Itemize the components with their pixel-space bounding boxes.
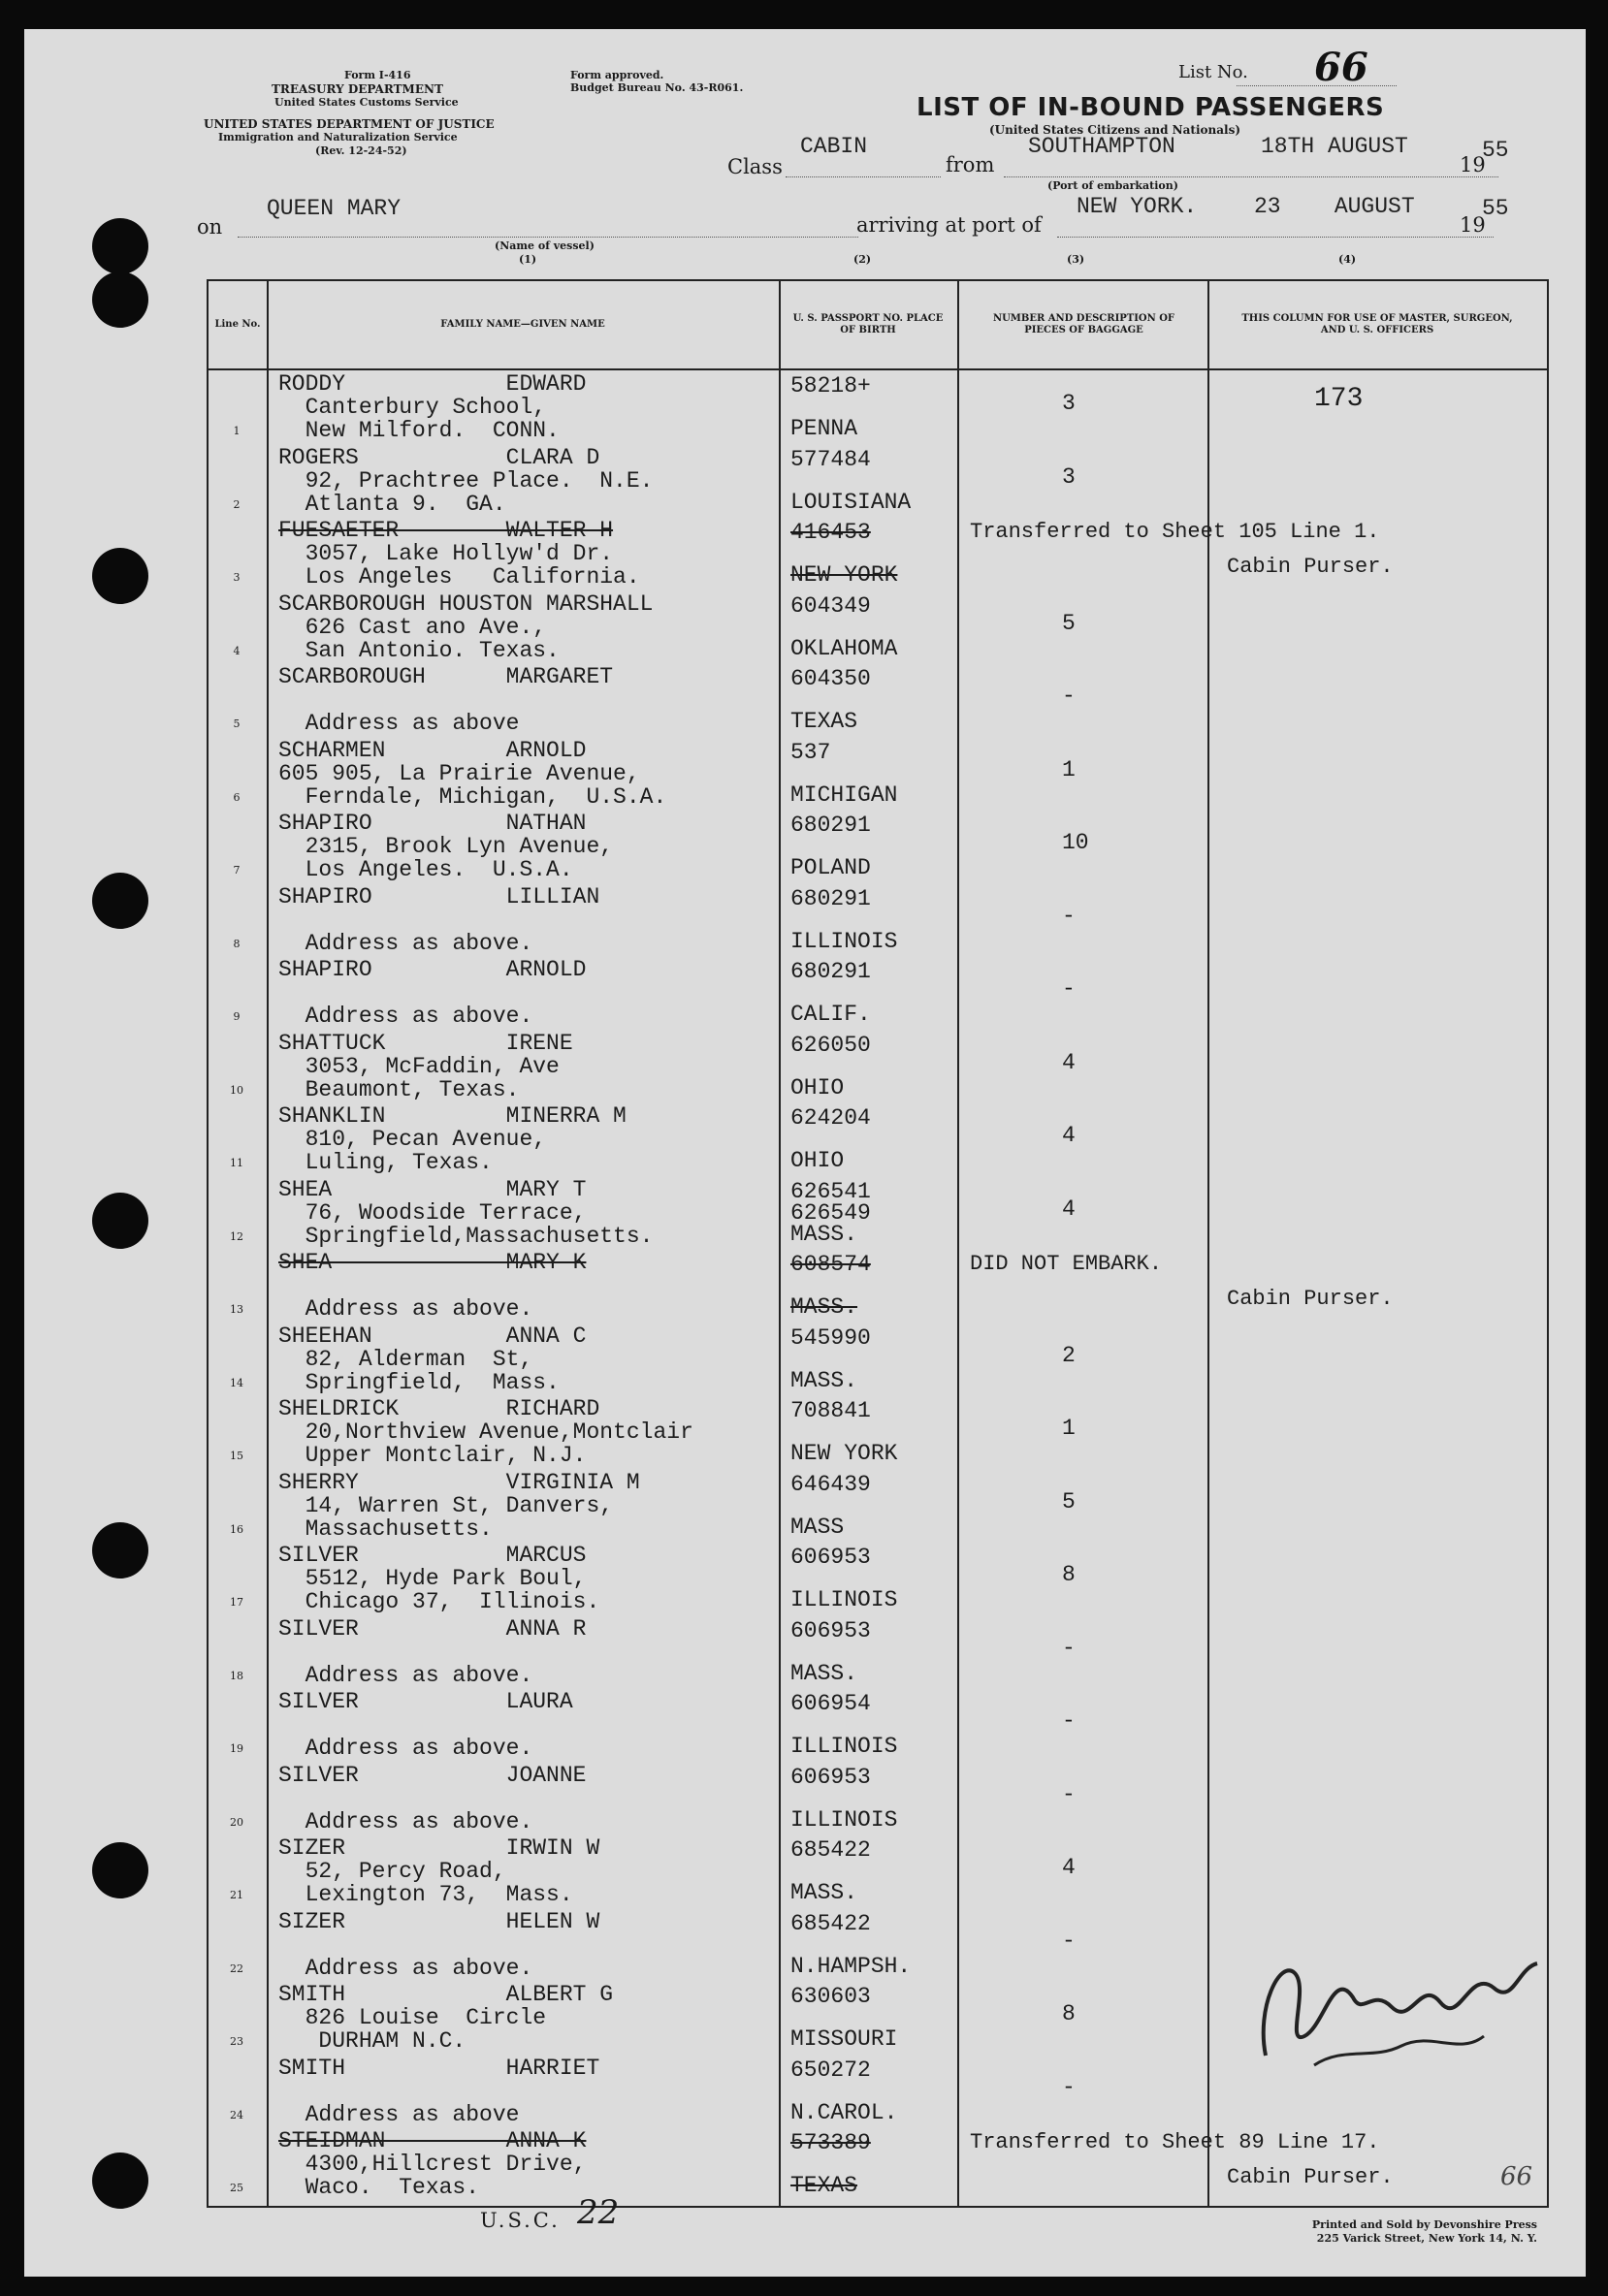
baggage-count: -	[1062, 1635, 1076, 1661]
passenger-address-2: DURHAM N.C.	[278, 2028, 466, 2054]
passport-number: 58218+	[790, 373, 871, 399]
page-subtitle: (United States Citizens and Nationals)	[989, 123, 1240, 137]
passenger-address-2: Lexington 73, Mass.	[278, 1882, 573, 1907]
passenger-address-1: 626 Cast ano Ave.,	[278, 614, 547, 640]
page-mark: 66	[1500, 2162, 1533, 2191]
passenger-address-1: 5512, Hyde Park Boul,	[278, 1566, 587, 1591]
passport-number: 416453	[790, 520, 871, 545]
line-number: 22	[230, 1961, 243, 1975]
line-number: 19	[230, 1742, 243, 1755]
passenger-name: SMITH ALBERT G	[278, 1982, 614, 2007]
arrival-port-value: NEW YORK.	[1077, 194, 1198, 219]
line-number: 3	[233, 571, 241, 584]
class-label: Class	[727, 155, 783, 178]
baggage-count: 1	[1062, 756, 1076, 782]
passenger-address-1: 2315, Brook Lyn Avenue,	[278, 834, 614, 859]
passenger-address-2: Beaumont, Texas.	[278, 1076, 520, 1102]
passenger-name: SHELDRICK RICHARD	[278, 1396, 600, 1421]
place-of-birth: ILLINOIS	[790, 1734, 898, 1759]
usc-label: U.S.C.	[480, 2209, 561, 2232]
binder-hole	[92, 548, 148, 604]
place-of-birth: OHIO	[790, 1148, 845, 1173]
depart-year-prefix: 19	[1460, 153, 1486, 176]
place-of-birth: MISSOURI	[790, 2026, 898, 2052]
passenger-name: SILVER JOANNE	[278, 1762, 587, 1788]
baggage-count: 8	[1062, 2001, 1076, 2026]
port-embark-caption: (Port of embarkation)	[1047, 179, 1178, 192]
col-num-officers: (4)	[1338, 253, 1357, 266]
place-of-birth: MICHIGAN	[790, 781, 898, 808]
col-num-baggage: (3)	[1067, 253, 1085, 266]
passenger-name: FUESAETER WALTER H	[278, 518, 614, 543]
passport-number: 680291	[790, 885, 871, 911]
passenger-address-2: San Antonio. Texas.	[278, 637, 560, 663]
passenger-address-1: 92, Prachtree Place. N.E.	[278, 467, 654, 494]
baggage-count: -	[1062, 903, 1076, 929]
passenger-address-2: Address as above	[278, 711, 520, 736]
table-row	[209, 737, 1547, 810]
passport-number: 545990	[790, 1324, 871, 1351]
passenger-address-2: Los Angeles California.	[278, 564, 640, 590]
col-num-passport: (2)	[853, 253, 872, 266]
place-of-birth: N.HAMPSH.	[790, 1953, 912, 1979]
binder-hole	[92, 873, 148, 929]
passenger-name: SHAPIRO NATHAN	[278, 811, 587, 836]
passenger-address-2: New Milford. CONN.	[278, 418, 560, 443]
from-label: from	[946, 153, 995, 176]
passenger-address-1: 810, Pecan Avenue,	[278, 1127, 547, 1152]
line-number: 25	[230, 2182, 243, 2194]
officer-note: 173	[1314, 384, 1364, 414]
passenger-name: SIZER HELEN W	[278, 1908, 600, 1934]
line-number: 6	[233, 790, 241, 804]
passenger-address-2: Address as above.	[278, 1296, 533, 1322]
baggage-count: 4	[1062, 1855, 1076, 1880]
passenger-name: SHERRY VIRGINIA M	[278, 1469, 640, 1495]
line-number: 12	[230, 1229, 243, 1243]
baggage-count: 3	[1062, 391, 1076, 416]
officer-note: 626549	[790, 1199, 871, 1226]
baggage-count: 10	[1062, 830, 1089, 855]
arrival-year-prefix: 19	[1460, 213, 1486, 237]
passenger-name: SHANKLIN MINERRA M	[278, 1103, 627, 1129]
table-row	[209, 883, 1547, 956]
passport-number: 606953	[790, 1764, 871, 1790]
page-title: LIST OF IN-BOUND PASSENGERS	[917, 93, 1385, 122]
binder-hole	[92, 271, 148, 328]
passenger-name: SHEEHAN ANNA C	[278, 1323, 587, 1349]
passenger-name: SHAPIRO LILLIAN	[278, 883, 600, 909]
passenger-address-2: Address as above	[278, 2101, 520, 2127]
place-of-birth: TEXAS	[790, 709, 858, 734]
class-value: CABIN	[800, 134, 868, 159]
table-row	[209, 1542, 1547, 1614]
place-of-birth: MASS.	[790, 1660, 858, 1686]
printer-line-1: Printed and Sold by Devonshire Press	[1311, 2218, 1537, 2231]
table-row	[209, 1030, 1547, 1102]
passenger-address-1: 14, Warren St, Danvers,	[278, 1492, 614, 1518]
officer-note: Cabin Purser.	[1227, 2165, 1394, 2189]
place-of-birth: MASS.	[790, 1221, 858, 1247]
vessel-line	[238, 237, 858, 238]
passport-number: 608574	[790, 1252, 871, 1277]
line-number: 16	[230, 1522, 243, 1536]
place-of-birth: PENNA	[790, 416, 858, 441]
passenger-address-2: Springfield,Massachusetts.	[278, 1223, 654, 1249]
passenger-name: SCARBOROUGH HOUSTON MARSHALL	[278, 590, 654, 617]
depart-year-value: 55	[1482, 138, 1509, 163]
col-num-name: (1)	[519, 253, 537, 266]
baggage-count: 1	[1062, 1416, 1076, 1441]
line-number: 11	[230, 1157, 243, 1169]
officer-note: Cabin Purser.	[1227, 1287, 1394, 1311]
passenger-address-2: Ferndale, Michigan, U.S.A.	[278, 783, 667, 810]
passport-number: 708841	[790, 1398, 871, 1423]
table-row	[209, 1395, 1547, 1468]
col-header-name: FAMILY NAME—GIVEN NAME	[440, 319, 605, 330]
col-header-baggage: NUMBER AND DESCRIPTION OF PIECES OF BAGGAGE	[992, 313, 1175, 335]
passenger-address-1: 3053, McFaddin, Ave	[278, 1053, 560, 1079]
manifest-sheet	[24, 29, 1586, 2277]
baggage-count: 4	[1062, 1123, 1076, 1148]
passenger-address-2: Los Angeles. U.S.A.	[278, 857, 573, 882]
vessel-value: QUEEN MARY	[267, 196, 402, 221]
passport-number: 685422	[790, 1910, 871, 1936]
passenger-name: SILVER LAURA	[278, 1689, 573, 1714]
passenger-name: SHATTUCK IRENE	[278, 1030, 573, 1056]
line-number: 20	[230, 1815, 243, 1829]
place-of-birth: POLAND	[790, 855, 871, 880]
place-of-birth: MASS.	[790, 1880, 858, 1905]
col-header-passport: U. S. PASSPORT NO. PLACE OF BIRTH	[792, 313, 944, 335]
line-number: 14	[230, 1376, 243, 1389]
vessel-caption: (Name of vessel)	[495, 239, 595, 252]
table-row	[209, 663, 1547, 736]
baggage-count: -	[1062, 1781, 1076, 1807]
baggage-count: 4	[1062, 1049, 1076, 1075]
table-row	[209, 1102, 1547, 1175]
passenger-name: RODDY EDWARD	[278, 371, 587, 397]
passenger-address-2: Address as above.	[278, 1736, 533, 1761]
baggage-count: 3	[1062, 463, 1076, 490]
usc-number: 22	[577, 2193, 620, 2232]
passport-number: 577484	[790, 446, 871, 472]
binder-hole	[92, 218, 148, 274]
passenger-name: SCHARMEN ARNOLD	[278, 737, 587, 763]
dept-treasury-sub: United States Customs Service	[274, 96, 459, 109]
place-of-birth: LOUISIANA	[790, 489, 912, 515]
baggage-count: Transferred to Sheet 105 Line 1.	[970, 520, 1380, 544]
depart-date-value: 18TH AUGUST	[1261, 134, 1408, 159]
binder-hole	[92, 1842, 148, 1898]
passport-number: 624204	[790, 1105, 871, 1131]
passport-number: 573389	[790, 2130, 871, 2155]
baggage-count: Transferred to Sheet 89 Line 17.	[970, 2130, 1380, 2154]
table-row	[209, 370, 1547, 443]
passenger-address-2: Address as above.	[278, 1808, 533, 1834]
passport-number: 650272	[790, 2057, 871, 2083]
baggage-count: -	[1062, 1928, 1076, 1954]
place-of-birth: CALIF.	[790, 1002, 871, 1027]
table-row	[209, 1688, 1547, 1761]
place-of-birth: MASS	[790, 1514, 845, 1540]
handwritten-signature	[1227, 1929, 1557, 2075]
place-of-birth: NEW YORK	[790, 1441, 898, 1466]
passport-number: 604350	[790, 666, 871, 691]
baggage-count: 5	[1062, 610, 1076, 636]
table-row	[209, 2127, 1547, 2200]
passport-number: 680291	[790, 813, 871, 838]
line-number: 2	[233, 497, 241, 511]
line-number: 17	[230, 1596, 243, 1609]
col-header-officers: THIS COLUMN FOR USE OF MASTER, SURGEON, AND U. S. OFFICERS	[1241, 313, 1513, 335]
table-row	[209, 1469, 1547, 1542]
passenger-address-1: Canterbury School,	[278, 395, 547, 420]
baggage-count: -	[1062, 2074, 1076, 2100]
line-number: 18	[230, 1669, 243, 1682]
passenger-address-2: Address as above.	[278, 1955, 533, 1981]
line-number: 10	[230, 1083, 243, 1097]
passport-number: 646439	[790, 1471, 871, 1497]
baggage-count: -	[1062, 684, 1076, 709]
passenger-address-2: Address as above.	[278, 1004, 533, 1029]
line-number: 9	[233, 1010, 241, 1023]
line-number: 1	[233, 425, 241, 437]
list-no-value: 66	[1314, 45, 1368, 90]
place-of-birth: MASS.	[790, 1367, 858, 1393]
arrival-date-value: 23 AUGUST	[1254, 194, 1415, 219]
passenger-address-2: Address as above.	[278, 1662, 533, 1688]
passenger-address-2: Upper Montclair, N.J.	[278, 1443, 587, 1468]
passenger-address-1: 4300,Hillcrest Drive,	[278, 2152, 587, 2177]
table-row	[209, 1762, 1547, 1834]
passenger-name: SHEA MARY T	[278, 1176, 587, 1202]
baggage-count: 2	[1062, 1342, 1076, 1368]
baggage-count: -	[1062, 976, 1076, 1002]
passenger-name: SILVER ANNA R	[278, 1615, 587, 1642]
passport-number: 685422	[790, 1837, 871, 1863]
passenger-address-1: 826 Louise Circle	[278, 2005, 547, 2030]
passenger-address-1: 3057, Lake Hollyw'd Dr.	[278, 541, 614, 566]
table-row	[209, 1249, 1547, 1322]
passport-number: 606953	[790, 1617, 871, 1643]
baggage-count: -	[1062, 1708, 1076, 1734]
line-number: 7	[233, 864, 241, 877]
passenger-address-2: Atlanta 9. GA.	[278, 491, 506, 517]
arrival-year-value: 55	[1482, 196, 1509, 221]
printer-line-2: 225 Varick Street, New York 14, N. Y.	[1316, 2232, 1537, 2245]
form-number: Form I-416	[344, 69, 411, 81]
place-of-birth: N.CAROL.	[790, 2099, 898, 2125]
place-of-birth: ILLINOIS	[790, 1587, 898, 1612]
passenger-address-1: 76, Woodside Terrace,	[278, 1199, 587, 1226]
passenger-name: SHAPIRO ARNOLD	[278, 957, 587, 982]
table-row	[209, 1176, 1547, 1249]
place-of-birth: TEXAS	[790, 2173, 858, 2198]
passport-number: 630603	[790, 1984, 871, 2009]
table-row	[209, 517, 1547, 590]
passport-number: 606953	[790, 1545, 871, 1570]
passenger-name: SMITH HARRIET	[278, 2055, 600, 2081]
place-of-birth: OKLAHOMA	[790, 635, 898, 661]
baggage-count: 4	[1062, 1196, 1076, 1222]
list-no-label: List No.	[1178, 62, 1248, 82]
passenger-name: SILVER MARCUS	[278, 1543, 587, 1568]
table-row	[209, 1615, 1547, 1688]
budget-bureau: Budget Bureau No. 43-R061.	[570, 81, 744, 94]
binder-hole	[92, 1193, 148, 1249]
passport-number: 537	[790, 739, 831, 765]
line-number: 15	[230, 1450, 243, 1462]
table-row	[209, 444, 1547, 517]
col-header-line-no: Line No.	[214, 319, 261, 330]
baggage-count: 8	[1062, 1562, 1076, 1587]
passport-number: 626050	[790, 1032, 871, 1058]
form-approved: Form approved.	[570, 69, 664, 81]
passenger-address-1: 20,Northview Avenue,Montclair	[278, 1419, 693, 1445]
baggage-count: 5	[1062, 1488, 1076, 1515]
port-embark-value: SOUTHAMPTON	[1028, 134, 1175, 159]
line-number: 21	[230, 1889, 243, 1901]
passport-number: 626541	[790, 1178, 871, 1204]
passenger-address-2: Address as above.	[278, 930, 533, 956]
place-of-birth: MASS.	[790, 1294, 858, 1320]
passenger-table	[207, 279, 1549, 2208]
passenger-name: ROGERS CLARA D	[278, 444, 600, 470]
passenger-address-2: Massachusetts.	[278, 1515, 493, 1542]
line-number: 23	[230, 2035, 243, 2048]
table-row	[209, 956, 1547, 1029]
line-number: 5	[233, 718, 241, 730]
passport-number: 680291	[790, 959, 871, 984]
from-line	[1004, 176, 1498, 177]
passenger-name: SCARBOROUGH MARGARET	[278, 664, 614, 689]
dept-justice-sub: Immigration and Naturalization Service	[218, 131, 458, 144]
table-row	[209, 810, 1547, 882]
passenger-name: SHEA MARY K	[278, 1250, 587, 1275]
passenger-address-2: Waco. Texas.	[278, 2175, 480, 2200]
table-row	[209, 1323, 1547, 1395]
line-number: 24	[230, 2108, 243, 2121]
binder-hole	[92, 1522, 148, 1578]
table-row	[209, 590, 1547, 663]
passenger-address-1: 82, Alderman St,	[278, 1346, 533, 1372]
line-number: 13	[230, 1303, 243, 1316]
dept-treasury: TREASURY DEPARTMENT	[272, 82, 443, 96]
baggage-count: DID NOT EMBARK.	[970, 1252, 1163, 1276]
passenger-name: SIZER IRWIN W	[278, 1835, 600, 1861]
form-revision: (Rev. 12-24-52)	[315, 144, 407, 157]
table-row	[209, 1834, 1547, 1907]
passenger-name: STEIDMAN ANNA K	[278, 2128, 587, 2153]
line-number: 4	[233, 644, 241, 657]
passport-number: 606954	[790, 1691, 871, 1716]
passenger-address-2: Springfield, Mass.	[278, 1369, 560, 1395]
passenger-address-2: Luling, Texas.	[278, 1150, 493, 1175]
passenger-address-1: 605 905, La Prairie Avenue,	[278, 760, 640, 786]
arriving-label: arriving at port of	[856, 213, 1042, 237]
table-header	[209, 281, 1547, 370]
place-of-birth: OHIO	[790, 1074, 845, 1100]
passenger-address-2: Chicago 37, Illinois.	[278, 1589, 600, 1614]
place-of-birth: ILLINOIS	[790, 928, 898, 954]
passport-number: 604349	[790, 592, 871, 619]
binder-hole	[92, 2152, 148, 2209]
line-number: 8	[233, 937, 241, 950]
passenger-address-1: 52, Percy Road,	[278, 1859, 506, 1884]
officer-note: Cabin Purser.	[1227, 555, 1394, 579]
class-line	[786, 176, 941, 177]
place-of-birth: ILLINOIS	[790, 1806, 898, 1833]
dept-justice: UNITED STATES DEPARTMENT OF JUSTICE	[204, 117, 495, 131]
place-of-birth: NEW YORK	[790, 562, 898, 588]
arriving-line	[1057, 237, 1494, 238]
on-label: on	[197, 215, 223, 239]
